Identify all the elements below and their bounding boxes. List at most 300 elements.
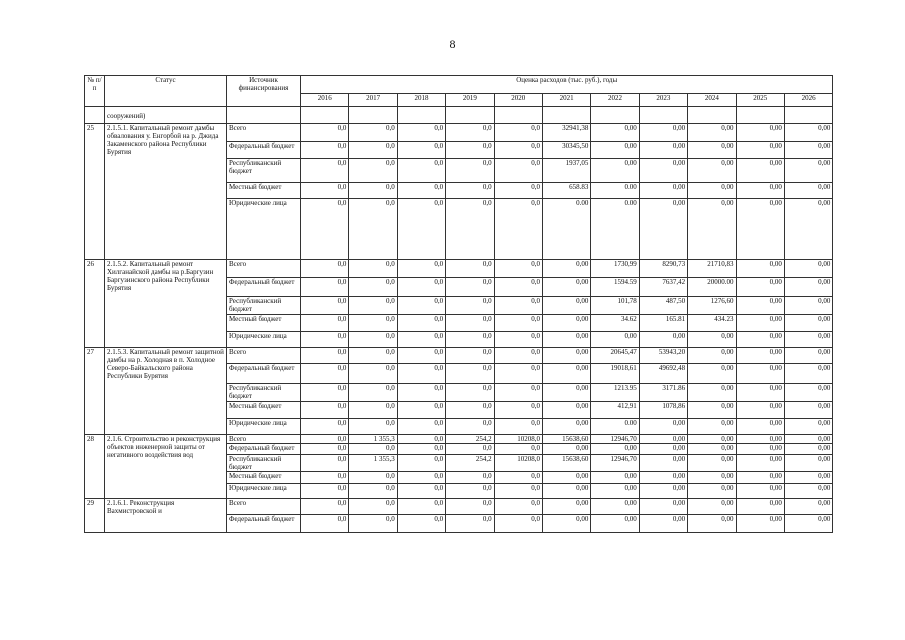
- value-cell: 0,0: [397, 484, 445, 499]
- value-cell: 0,0: [349, 484, 397, 499]
- value-cell: 0,00: [639, 499, 687, 515]
- value-cell: 0,00: [736, 260, 784, 278]
- value-cell: 0,00: [639, 124, 687, 142]
- value-cell: 0,0: [446, 124, 494, 142]
- header-year: 2026: [784, 94, 833, 107]
- row-number: 25: [85, 124, 105, 260]
- value-cell: 0,0: [301, 499, 349, 515]
- value-cell: 0,00: [784, 124, 833, 142]
- value-cell: 0,0: [301, 124, 349, 142]
- value-cell: 0,0: [397, 199, 445, 260]
- value-cell: 0,00: [639, 332, 687, 348]
- value-cell: 0,00: [736, 183, 784, 199]
- value-cell: 0,00: [736, 444, 784, 455]
- value-cell: 0,0: [349, 199, 397, 260]
- value-cell: 0,0: [446, 484, 494, 499]
- value-cell: 0,00: [639, 484, 687, 499]
- value-cell: 53943,20: [639, 348, 687, 364]
- value-cell: 8290,73: [639, 260, 687, 278]
- value-cell: 0,0: [446, 332, 494, 348]
- value-cell: 412,91: [591, 402, 639, 419]
- value-cell: 0,0: [446, 419, 494, 435]
- value-cell: 254,2: [446, 455, 494, 472]
- value-cell: 0.00: [591, 199, 639, 260]
- value-cell: 0,00: [736, 384, 784, 402]
- value-cell: 0,0: [446, 402, 494, 419]
- funding-source: Всего: [227, 499, 301, 515]
- value-cell: 0,0: [494, 278, 542, 297]
- value-cell: 0,00: [639, 435, 687, 444]
- value-cell: 0,00: [736, 159, 784, 183]
- value-cell: 0,00: [688, 419, 736, 435]
- value-cell: 0,0: [446, 499, 494, 515]
- header-source: Источник финансирования: [227, 76, 301, 107]
- value-cell: 101,78: [591, 297, 639, 315]
- value-cell: 0,0: [397, 435, 445, 444]
- value-cell: 0,0: [301, 159, 349, 183]
- empty-cell: [736, 107, 784, 124]
- value-cell: 0,00: [591, 515, 639, 533]
- value-cell: 0,0: [301, 419, 349, 435]
- value-cell: 0,00: [784, 260, 833, 278]
- value-cell: 0,0: [446, 199, 494, 260]
- row-number: 28: [85, 435, 105, 499]
- value-cell: 0,00: [639, 183, 687, 199]
- funding-source: Республиканский бюджет: [227, 297, 301, 315]
- expense-table: [84, 75, 833, 533]
- value-cell: 0,0: [301, 435, 349, 444]
- value-cell: 10208,0: [494, 435, 542, 444]
- value-cell: 0,00: [736, 278, 784, 297]
- continued-status-text: сооружений): [105, 107, 227, 124]
- value-cell: 0,0: [301, 297, 349, 315]
- table-row: [85, 499, 833, 515]
- value-cell: 0,00: [784, 402, 833, 419]
- value-cell: 0,00: [542, 332, 590, 348]
- header-year: 2017: [349, 94, 397, 107]
- value-cell: 165.81: [639, 315, 687, 332]
- value-cell: 0,00: [688, 444, 736, 455]
- value-cell: 0,00: [784, 183, 833, 199]
- value-cell: 0,00: [736, 419, 784, 435]
- value-cell: 0,00: [591, 142, 639, 159]
- table-row: [85, 348, 833, 364]
- value-cell: 0,00: [784, 499, 833, 515]
- value-cell: 0,00: [591, 484, 639, 499]
- value-cell: 0,0: [446, 384, 494, 402]
- value-cell: 0,0: [446, 260, 494, 278]
- value-cell: 0,00: [591, 499, 639, 515]
- funding-source: Всего: [227, 124, 301, 142]
- funding-source: Юридические лица: [227, 199, 301, 260]
- value-cell: 0,00: [784, 199, 833, 260]
- value-cell: 0,0: [397, 384, 445, 402]
- value-cell: 0,0: [397, 499, 445, 515]
- value-cell: 0,0: [494, 384, 542, 402]
- value-cell: 0,0: [494, 332, 542, 348]
- value-cell: 0,0: [494, 484, 542, 499]
- value-cell: 0,0: [397, 364, 445, 384]
- funding-source: Местный бюджет: [227, 402, 301, 419]
- header-year: 2023: [639, 94, 687, 107]
- value-cell: 0,00: [784, 142, 833, 159]
- value-cell: 0,00: [542, 348, 590, 364]
- value-cell: 20000.00: [688, 278, 736, 297]
- value-cell: 0,0: [494, 297, 542, 315]
- row-number: 27: [85, 348, 105, 435]
- value-cell: 0,00: [542, 472, 590, 484]
- value-cell: 12946,70: [591, 435, 639, 444]
- value-cell: 0,00: [591, 332, 639, 348]
- header-year: 2020: [494, 94, 542, 107]
- table-row: [85, 260, 833, 278]
- value-cell: 0,0: [301, 315, 349, 332]
- value-cell: 0,00: [784, 419, 833, 435]
- value-cell: 0,0: [494, 515, 542, 533]
- value-cell: 1078,86: [639, 402, 687, 419]
- value-cell: 0,0: [349, 348, 397, 364]
- value-cell: 0.00: [542, 199, 590, 260]
- value-cell: 20645,47: [591, 348, 639, 364]
- value-cell: 0,00: [591, 444, 639, 455]
- value-cell: 434.23: [688, 315, 736, 332]
- value-cell: 0,00: [784, 332, 833, 348]
- value-cell: 0,00: [784, 364, 833, 384]
- value-cell: 0,0: [349, 444, 397, 455]
- value-cell: 0,0: [397, 444, 445, 455]
- value-cell: 0,0: [301, 384, 349, 402]
- value-cell: 0,00: [688, 384, 736, 402]
- value-cell: 0,0: [349, 142, 397, 159]
- value-cell: 0.00: [591, 183, 639, 199]
- funding-source: Республиканский бюджет: [227, 159, 301, 183]
- value-cell: 0,0: [397, 297, 445, 315]
- funding-source: Юридические лица: [227, 484, 301, 499]
- value-cell: 1730,99: [591, 260, 639, 278]
- value-cell: 0,0: [397, 419, 445, 435]
- value-cell: 0,0: [494, 315, 542, 332]
- status-text: 2.1.6. Строительство и реконструкция объектов инженерной защиты от негативного воздействия вод: [105, 435, 227, 499]
- value-cell: 0,0: [494, 199, 542, 260]
- funding-source: Федеральный бюджет: [227, 364, 301, 384]
- value-cell: 0,0: [494, 499, 542, 515]
- value-cell: 0,00: [688, 472, 736, 484]
- empty-cell: [301, 107, 349, 124]
- value-cell: 0,0: [397, 183, 445, 199]
- value-cell: 0,00: [784, 384, 833, 402]
- value-cell: 0,0: [301, 484, 349, 499]
- value-cell: 0,0: [446, 364, 494, 384]
- value-cell: 0,0: [446, 515, 494, 533]
- value-cell: 0,0: [446, 297, 494, 315]
- value-cell: 0,00: [639, 199, 687, 260]
- value-cell: 0,0: [494, 402, 542, 419]
- header-year: 2016: [301, 94, 349, 107]
- value-cell: 0,00: [542, 278, 590, 297]
- value-cell: 0,00: [688, 402, 736, 419]
- value-cell: 0,00: [688, 364, 736, 384]
- value-cell: 0,00: [639, 419, 687, 435]
- value-cell: 0,0: [446, 348, 494, 364]
- value-cell: 0,0: [397, 159, 445, 183]
- empty-cell: [784, 107, 833, 124]
- value-cell: 0,0: [397, 455, 445, 472]
- value-cell: 21710,83: [688, 260, 736, 278]
- status-text: 2.1.5.2. Капитальный ремонт Хилганайской дамбы на р.Баргузин Баргузинского района Республики Бурятия: [105, 260, 227, 348]
- value-cell: 0,00: [591, 124, 639, 142]
- funding-source: Федеральный бюджет: [227, 142, 301, 159]
- value-cell: 0,0: [446, 142, 494, 159]
- value-cell: 0,00: [591, 472, 639, 484]
- value-cell: 0,0: [446, 159, 494, 183]
- value-cell: 0,0: [301, 402, 349, 419]
- value-cell: 0,0: [397, 402, 445, 419]
- value-cell: 0,00: [784, 297, 833, 315]
- value-cell: 0,00: [784, 455, 833, 472]
- value-cell: 0,0: [494, 183, 542, 199]
- status-text: 2.1.6.1. Реконструкция Вахмистровской и: [105, 499, 227, 533]
- funding-source: Республиканский бюджет: [227, 384, 301, 402]
- value-cell: 0,0: [494, 142, 542, 159]
- value-cell: 0,0: [446, 278, 494, 297]
- row-number: 29: [85, 499, 105, 533]
- value-cell: 0,00: [736, 315, 784, 332]
- value-cell: 0,00: [542, 297, 590, 315]
- value-cell: 0,0: [446, 444, 494, 455]
- value-cell: 49692,48: [639, 364, 687, 384]
- value-cell: 0,0: [494, 124, 542, 142]
- value-cell: 0,00: [542, 499, 590, 515]
- funding-source: Республиканский бюджет: [227, 455, 301, 472]
- value-cell: 0,0: [301, 455, 349, 472]
- value-cell: 0,00: [688, 455, 736, 472]
- value-cell: 0,00: [736, 455, 784, 472]
- value-cell: 0,00: [542, 484, 590, 499]
- value-cell: 0,0: [349, 419, 397, 435]
- value-cell: 1213.95: [591, 384, 639, 402]
- header-year: 2022: [591, 94, 639, 107]
- value-cell: 7637,42: [639, 278, 687, 297]
- value-cell: 0,00: [784, 472, 833, 484]
- value-cell: 0,00: [784, 348, 833, 364]
- value-cell: 0,00: [639, 159, 687, 183]
- empty-cell: [688, 107, 736, 124]
- value-cell: 0,00: [542, 402, 590, 419]
- table-row: [85, 124, 833, 142]
- value-cell: 12946,70: [591, 455, 639, 472]
- value-cell: 0,0: [349, 124, 397, 142]
- value-cell: 0,0: [494, 260, 542, 278]
- value-cell: 0,0: [349, 402, 397, 419]
- value-cell: 0,00: [688, 435, 736, 444]
- value-cell: 0,00: [688, 515, 736, 533]
- empty-cell: [85, 107, 105, 124]
- value-cell: 0,00: [542, 364, 590, 384]
- value-cell: 19018,61: [591, 364, 639, 384]
- value-cell: 0,00: [736, 499, 784, 515]
- value-cell: 0,0: [349, 260, 397, 278]
- value-cell: 0,00: [542, 260, 590, 278]
- empty-cell: [446, 107, 494, 124]
- value-cell: 0,00: [688, 183, 736, 199]
- value-cell: 1 355,3: [349, 435, 397, 444]
- value-cell: 487,50: [639, 297, 687, 315]
- value-cell: 0,0: [301, 348, 349, 364]
- header-year: 2025: [736, 94, 784, 107]
- header-year: 2021: [542, 94, 590, 107]
- value-cell: 0,0: [301, 142, 349, 159]
- header-year: 2024: [688, 94, 736, 107]
- value-cell: 0,00: [736, 472, 784, 484]
- value-cell: 0,00: [542, 515, 590, 533]
- funding-source: Федеральный бюджет: [227, 444, 301, 455]
- empty-cell: [349, 107, 397, 124]
- page-number: 8: [449, 37, 456, 51]
- funding-source: Местный бюджет: [227, 183, 301, 199]
- value-cell: 30345,50: [542, 142, 590, 159]
- value-cell: 0,0: [397, 124, 445, 142]
- value-cell: 0,00: [688, 199, 736, 260]
- value-cell: 0,00: [736, 515, 784, 533]
- table-row: [85, 435, 833, 444]
- value-cell: 3171.86: [639, 384, 687, 402]
- value-cell: 0,00: [784, 315, 833, 332]
- value-cell: 0,0: [397, 332, 445, 348]
- funding-source: Всего: [227, 260, 301, 278]
- value-cell: 0,0: [301, 515, 349, 533]
- value-cell: 0,0: [494, 419, 542, 435]
- header-year: 2018: [397, 94, 445, 107]
- value-cell: 0,00: [688, 348, 736, 364]
- value-cell: 0.00: [591, 419, 639, 435]
- value-cell: 0,00: [736, 348, 784, 364]
- value-cell: 32941,38: [542, 124, 590, 142]
- value-cell: 0,0: [349, 499, 397, 515]
- value-cell: 0,00: [542, 384, 590, 402]
- value-cell: 0,00: [542, 419, 590, 435]
- empty-cell: [639, 107, 687, 124]
- empty-cell: [397, 107, 445, 124]
- value-cell: 0,00: [639, 455, 687, 472]
- header-year: 2019: [446, 94, 494, 107]
- header-num: № п/п: [85, 76, 105, 107]
- value-cell: 0,00: [736, 332, 784, 348]
- value-cell: 0,0: [397, 515, 445, 533]
- value-cell: 0,00: [639, 444, 687, 455]
- value-cell: 0,00: [688, 499, 736, 515]
- value-cell: 0,00: [784, 435, 833, 444]
- value-cell: 0,0: [397, 472, 445, 484]
- value-cell: 0,0: [349, 364, 397, 384]
- value-cell: 0,00: [784, 159, 833, 183]
- value-cell: 0,0: [301, 444, 349, 455]
- funding-source: Федеральный бюджет: [227, 515, 301, 533]
- value-cell: 0,00: [639, 515, 687, 533]
- value-cell: 0,00: [784, 515, 833, 533]
- value-cell: 0,00: [688, 124, 736, 142]
- value-cell: 0,0: [397, 260, 445, 278]
- value-cell: 15638,60: [542, 435, 590, 444]
- value-cell: 0,0: [301, 278, 349, 297]
- value-cell: 0,00: [736, 484, 784, 499]
- row-number: 26: [85, 260, 105, 348]
- value-cell: 0,00: [591, 159, 639, 183]
- funding-source: Юридические лица: [227, 332, 301, 348]
- value-cell: 254,2: [446, 435, 494, 444]
- value-cell: 0,0: [301, 332, 349, 348]
- value-cell: 0,0: [494, 159, 542, 183]
- value-cell: 0,00: [736, 199, 784, 260]
- value-cell: 0,0: [349, 297, 397, 315]
- value-cell: 0,00: [784, 444, 833, 455]
- value-cell: 0,0: [446, 472, 494, 484]
- funding-source: Всего: [227, 348, 301, 364]
- value-cell: 0,0: [349, 515, 397, 533]
- value-cell: 0,0: [494, 444, 542, 455]
- funding-source: Всего: [227, 435, 301, 444]
- value-cell: 0,00: [784, 278, 833, 297]
- value-cell: 0,0: [349, 278, 397, 297]
- value-cell: 0,00: [639, 472, 687, 484]
- empty-cell: [542, 107, 590, 124]
- value-cell: 34.62: [591, 315, 639, 332]
- value-cell: 0,0: [301, 364, 349, 384]
- empty-cell: [227, 107, 301, 124]
- value-cell: 0,0: [301, 183, 349, 199]
- value-cell: 0,0: [494, 364, 542, 384]
- value-cell: 0,0: [301, 472, 349, 484]
- value-cell: 0,00: [736, 402, 784, 419]
- value-cell: 0,0: [397, 278, 445, 297]
- value-cell: 1 355,3: [349, 455, 397, 472]
- funding-source: Местный бюджет: [227, 315, 301, 332]
- value-cell: 658.83: [542, 183, 590, 199]
- empty-cell: [591, 107, 639, 124]
- value-cell: 0,0: [446, 183, 494, 199]
- empty-cell: [494, 107, 542, 124]
- value-cell: 0,00: [736, 124, 784, 142]
- value-cell: 0,0: [301, 260, 349, 278]
- value-cell: 0,0: [349, 384, 397, 402]
- value-cell: 0,0: [494, 348, 542, 364]
- value-cell: 0,0: [397, 348, 445, 364]
- header-estimate: Оценка расходов (тыс. руб.), годы: [301, 76, 833, 94]
- value-cell: 0,00: [688, 484, 736, 499]
- value-cell: 0,0: [349, 472, 397, 484]
- funding-source: Федеральный бюджет: [227, 278, 301, 297]
- status-text: 2.1.5.1. Капитальный ремонт дамбы обвалования у. Енгорбой на р. Джида Закаменского района Республики Бурятия: [105, 124, 227, 260]
- value-cell: 0,00: [736, 142, 784, 159]
- value-cell: 0,0: [397, 315, 445, 332]
- status-text: 2.1.5.3. Капитальный ремонт защитной дамбы на р. Холодная в п. Холодное Северо-Байкальского района Республики Бурятия: [105, 348, 227, 435]
- value-cell: 0,00: [542, 315, 590, 332]
- funding-source: Юридические лица: [227, 419, 301, 435]
- value-cell: 1594.59: [591, 278, 639, 297]
- value-cell: 1937,05: [542, 159, 590, 183]
- value-cell: 0,00: [736, 364, 784, 384]
- value-cell: 0,00: [784, 484, 833, 499]
- value-cell: 0,00: [542, 444, 590, 455]
- funding-source: Местный бюджет: [227, 472, 301, 484]
- value-cell: 0,0: [349, 332, 397, 348]
- value-cell: 0,0: [301, 199, 349, 260]
- value-cell: 0,0: [397, 142, 445, 159]
- value-cell: 0,0: [349, 183, 397, 199]
- value-cell: 0,0: [446, 315, 494, 332]
- value-cell: 0,00: [688, 332, 736, 348]
- value-cell: 0,00: [736, 297, 784, 315]
- value-cell: 0,0: [349, 315, 397, 332]
